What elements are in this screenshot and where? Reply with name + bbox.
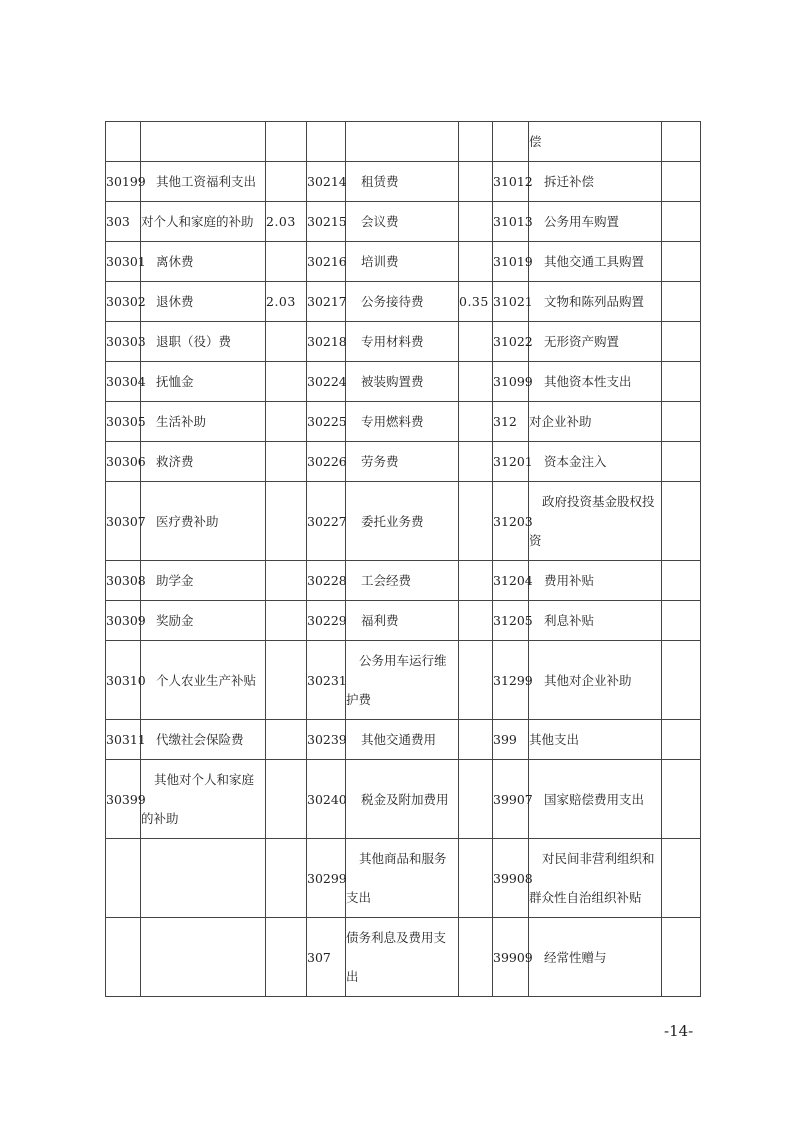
code-cell bbox=[307, 122, 346, 162]
amount-cell bbox=[662, 760, 701, 839]
item-name-cell: 对企业补助 bbox=[529, 402, 662, 442]
amount-cell bbox=[662, 282, 701, 322]
item-name-cell: 国家赔偿费用支出 bbox=[529, 760, 662, 839]
table-row bbox=[106, 202, 701, 242]
code-cell: 30228 bbox=[307, 561, 346, 601]
code-cell: 30225 bbox=[307, 402, 346, 442]
amount-cell bbox=[662, 561, 701, 601]
table-row bbox=[106, 242, 701, 282]
table-row bbox=[106, 720, 701, 760]
table-row bbox=[106, 760, 701, 839]
item-name-cell: 其他对企业补助 bbox=[529, 641, 662, 720]
amount-cell bbox=[266, 122, 307, 162]
code-cell: 30304 bbox=[106, 362, 141, 402]
item-name-cell: 助学金 bbox=[141, 561, 266, 601]
item-name-cell: 个人农业生产补贴 bbox=[141, 641, 266, 720]
item-name-cell: 离休费 bbox=[141, 242, 266, 282]
amount-cell bbox=[266, 442, 307, 482]
amount-cell bbox=[266, 322, 307, 362]
item-name-cell: 专用燃料费 bbox=[346, 402, 459, 442]
item-name-cell: 代缴社会保险费 bbox=[141, 720, 266, 760]
code-cell: 31019 bbox=[493, 242, 529, 282]
code-cell: 30309 bbox=[106, 601, 141, 641]
code-cell: 39909 bbox=[493, 918, 529, 997]
code-cell: 30299 bbox=[307, 839, 346, 918]
code-cell: 30218 bbox=[307, 322, 346, 362]
item-name-cell: 工会经费 bbox=[346, 561, 459, 601]
amount-cell bbox=[662, 839, 701, 918]
item-name-cell: 其他交通费用 bbox=[346, 720, 459, 760]
item-name-cell: 退职（役）费 bbox=[141, 322, 266, 362]
item-name-cell: 其他工资福利支出 bbox=[141, 162, 266, 202]
amount-cell bbox=[266, 362, 307, 402]
amount-cell bbox=[662, 720, 701, 760]
code-cell: 30307 bbox=[106, 482, 141, 561]
item-name-cell bbox=[346, 918, 459, 997]
code-cell: 30239 bbox=[307, 720, 346, 760]
item-name-cell: 被装购置费 bbox=[346, 362, 459, 402]
amount-cell bbox=[662, 162, 701, 202]
code-cell bbox=[106, 839, 141, 918]
item-name-line1: 政府投资基金股权投 bbox=[542, 494, 655, 509]
item-name-cell: 文物和陈列品购置 bbox=[529, 282, 662, 322]
code-cell: 307 bbox=[307, 918, 346, 997]
amount-cell bbox=[266, 720, 307, 760]
item-name-line2: 支出 bbox=[346, 890, 372, 905]
code-cell: 30231 bbox=[307, 641, 346, 720]
amount-cell bbox=[266, 760, 307, 839]
amount-cell bbox=[459, 162, 493, 202]
item-name-cell bbox=[141, 918, 266, 997]
code-cell: 30215 bbox=[307, 202, 346, 242]
code-cell: 30217 bbox=[307, 282, 346, 322]
table-row bbox=[106, 601, 701, 641]
item-name-line2: 护费 bbox=[346, 692, 372, 707]
table-row bbox=[106, 402, 701, 442]
table-row bbox=[106, 442, 701, 482]
amount-cell bbox=[459, 760, 493, 839]
item-name-cell: 其他交通工具购置 bbox=[529, 242, 662, 282]
amount-cell bbox=[662, 322, 701, 362]
amount-cell bbox=[662, 202, 701, 242]
item-name-cell bbox=[141, 760, 266, 839]
item-name-cell bbox=[141, 839, 266, 918]
amount-cell bbox=[662, 122, 701, 162]
table-row bbox=[106, 561, 701, 601]
table-row bbox=[106, 839, 701, 918]
amount-cell bbox=[662, 918, 701, 997]
code-cell: 31205 bbox=[493, 601, 529, 641]
table-row bbox=[106, 362, 701, 402]
table-row bbox=[106, 282, 701, 322]
amount-cell bbox=[266, 402, 307, 442]
page-number: -14- bbox=[664, 1022, 694, 1040]
table-row bbox=[106, 162, 701, 202]
item-name-cell: 其他支出 bbox=[529, 720, 662, 760]
item-name-cell: 劳务费 bbox=[346, 442, 459, 482]
item-name-cell: 无形资产购置 bbox=[529, 322, 662, 362]
item-name-cell: 生活补助 bbox=[141, 402, 266, 442]
code-cell: 30227 bbox=[307, 482, 346, 561]
code-cell: 31299 bbox=[493, 641, 529, 720]
code-cell: 30305 bbox=[106, 402, 141, 442]
code-cell: 31012 bbox=[493, 162, 529, 202]
item-name-cell: 会议费 bbox=[346, 202, 459, 242]
item-name-cell: 资本金注入 bbox=[529, 442, 662, 482]
amount-cell bbox=[662, 402, 701, 442]
amount-cell bbox=[266, 641, 307, 720]
code-cell: 30229 bbox=[307, 601, 346, 641]
code-cell: 30302 bbox=[106, 282, 141, 322]
amount-cell bbox=[266, 482, 307, 561]
item-name-cell bbox=[141, 122, 266, 162]
item-name-line2: 资 bbox=[529, 533, 542, 548]
code-cell: 303 bbox=[106, 202, 141, 242]
amount-cell bbox=[662, 442, 701, 482]
code-cell: 30308 bbox=[106, 561, 141, 601]
amount-cell bbox=[662, 362, 701, 402]
amount-cell bbox=[459, 242, 493, 282]
amount-cell bbox=[662, 482, 701, 561]
amount-cell bbox=[459, 122, 493, 162]
amount-cell bbox=[459, 202, 493, 242]
code-cell: 31203 bbox=[493, 482, 529, 561]
code-cell: 31204 bbox=[493, 561, 529, 601]
item-name-line1: 其他商品和服务 bbox=[359, 851, 447, 866]
code-cell: 30310 bbox=[106, 641, 141, 720]
expenditure-classification-table bbox=[105, 121, 701, 997]
code-cell: 31099 bbox=[493, 362, 529, 402]
code-cell: 31013 bbox=[493, 202, 529, 242]
item-name-cell: 福利费 bbox=[346, 601, 459, 641]
item-name-cell: 拆迁补偿 bbox=[529, 162, 662, 202]
code-cell bbox=[106, 122, 141, 162]
amount-cell bbox=[459, 720, 493, 760]
table-row bbox=[106, 918, 701, 997]
item-name-cell: 公务用车购置 bbox=[529, 202, 662, 242]
amount-cell bbox=[459, 322, 493, 362]
item-name-cell: 经常性赠与 bbox=[529, 918, 662, 997]
table-row bbox=[106, 322, 701, 362]
amount-cell bbox=[266, 561, 307, 601]
amount-cell bbox=[662, 601, 701, 641]
code-cell bbox=[106, 918, 141, 997]
amount-cell bbox=[266, 242, 307, 282]
amount-cell bbox=[459, 362, 493, 402]
item-name-line1: 对民间非营利组织和 bbox=[542, 851, 655, 866]
code-cell: 31021 bbox=[493, 282, 529, 322]
item-name-cell: 公务接待费 bbox=[346, 282, 459, 322]
item-name-cell: 委托业务费 bbox=[346, 482, 459, 561]
code-cell: 30216 bbox=[307, 242, 346, 282]
amount-cell bbox=[266, 601, 307, 641]
amount-cell bbox=[459, 918, 493, 997]
code-cell: 30306 bbox=[106, 442, 141, 482]
item-name-cell: 抚恤金 bbox=[141, 362, 266, 402]
item-name-cell bbox=[529, 482, 662, 561]
item-name-cell: 税金及附加费用 bbox=[346, 760, 459, 839]
item-name-line1: 公务用车运行维 bbox=[359, 653, 447, 668]
amount-cell: 0.35 bbox=[459, 282, 493, 322]
item-name-line2: 群众性自治组织补贴 bbox=[529, 890, 642, 905]
code-cell: 31022 bbox=[493, 322, 529, 362]
item-name-cell: 对个人和家庭的补助 bbox=[141, 202, 266, 242]
item-name-line2: 出 bbox=[346, 969, 359, 984]
code-cell bbox=[493, 122, 529, 162]
amount-cell bbox=[662, 641, 701, 720]
code-cell: 30224 bbox=[307, 362, 346, 402]
item-name-cell bbox=[346, 839, 459, 918]
code-cell: 30311 bbox=[106, 720, 141, 760]
amount-cell bbox=[459, 442, 493, 482]
table-row bbox=[106, 482, 701, 561]
amount-cell bbox=[266, 839, 307, 918]
item-name-line2: 的补助 bbox=[141, 811, 179, 826]
item-name-cell: 专用材料费 bbox=[346, 322, 459, 362]
code-cell: 399 bbox=[493, 720, 529, 760]
code-cell: 30226 bbox=[307, 442, 346, 482]
amount-cell bbox=[662, 242, 701, 282]
code-cell: 30399 bbox=[106, 760, 141, 839]
amount-cell bbox=[266, 162, 307, 202]
item-name-cell bbox=[529, 839, 662, 918]
code-cell: 30199 bbox=[106, 162, 141, 202]
amount-cell bbox=[459, 601, 493, 641]
item-name-line1: 其他对个人和家庭 bbox=[154, 772, 255, 787]
code-cell: 39907 bbox=[493, 760, 529, 839]
amount-cell: 2.03 bbox=[266, 202, 307, 242]
code-cell: 312 bbox=[493, 402, 529, 442]
code-cell: 30214 bbox=[307, 162, 346, 202]
item-name-cell bbox=[346, 122, 459, 162]
item-name-cell: 费用补贴 bbox=[529, 561, 662, 601]
item-name-cell: 租赁费 bbox=[346, 162, 459, 202]
item-name-cell: 救济费 bbox=[141, 442, 266, 482]
item-name-cell: 利息补贴 bbox=[529, 601, 662, 641]
item-name-cell: 奖励金 bbox=[141, 601, 266, 641]
amount-cell: 2.03 bbox=[266, 282, 307, 322]
code-cell: 30303 bbox=[106, 322, 141, 362]
code-cell: 30301 bbox=[106, 242, 141, 282]
table-row bbox=[106, 641, 701, 720]
code-cell: 31201 bbox=[493, 442, 529, 482]
code-cell: 39908 bbox=[493, 839, 529, 918]
amount-cell bbox=[459, 402, 493, 442]
item-name-cell: 偿 bbox=[529, 122, 662, 162]
item-name-cell: 其他资本性支出 bbox=[529, 362, 662, 402]
item-name-line1: 债务利息及费用支 bbox=[346, 930, 447, 945]
amount-cell bbox=[459, 839, 493, 918]
amount-cell bbox=[266, 918, 307, 997]
code-cell: 30240 bbox=[307, 760, 346, 839]
item-name-cell: 培训费 bbox=[346, 242, 459, 282]
amount-cell bbox=[459, 482, 493, 561]
table-row bbox=[106, 122, 701, 162]
amount-cell bbox=[459, 641, 493, 720]
item-name-cell: 退休费 bbox=[141, 282, 266, 322]
amount-cell bbox=[459, 561, 493, 601]
item-name-cell: 医疗费补助 bbox=[141, 482, 266, 561]
item-name-cell bbox=[346, 641, 459, 720]
